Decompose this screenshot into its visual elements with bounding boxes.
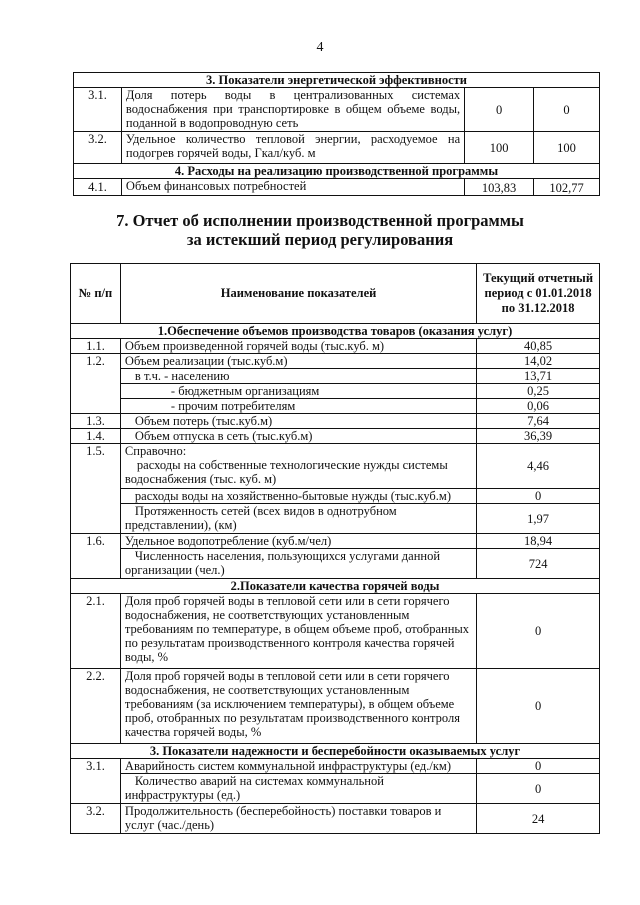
row-value: 0,25 <box>477 384 600 399</box>
row-name: - бюджетным организациям <box>120 384 476 399</box>
row-num: 2.2. <box>71 669 121 744</box>
row-name: Объем произведенной горячей воды (тыс.куб. м) <box>120 339 476 354</box>
row-value: 0 <box>477 489 600 504</box>
row-num: 1.4. <box>71 429 121 444</box>
row-name: Объем реализации (тыс.куб.м) <box>120 354 476 369</box>
row-name: Объем потерь (тыс.куб.м) <box>120 414 476 429</box>
row-value: 100 <box>465 132 534 164</box>
row-value: 0 <box>477 594 600 669</box>
report-title-line2: за истекший период регулирования <box>186 230 454 249</box>
row-name <box>120 444 476 489</box>
row-value: 1,97 <box>477 504 600 534</box>
row-name: - прочим потребителям <box>120 399 476 414</box>
section-2-title: 2.Показатели качества горячей воды <box>71 579 600 594</box>
report-title-line1: 7. Отчет об исполнении производственной программы <box>116 211 524 230</box>
row-num: 3.2. <box>74 132 122 164</box>
section-4-title: 4. Расходы на реализацию производственной программы <box>74 164 600 179</box>
row-name: Доля потерь воды в централизованных системах водоснабжения при транспортировке в общем объеме воды, поданной в водопроводную сеть <box>121 88 464 132</box>
row-name: Доля проб горячей воды в тепловой сети или в сети горячего водоснабжения, не соответствующих установленным требованиям (за исключением температуры), в общем объеме проб, отобранных по результатам производственного контроля качества горячей воды, % <box>120 669 476 744</box>
row-name: Доля проб горячей воды в тепловой сети или в сети горячего водоснабжения, не соответствующих установленным требованиям по температуре, в общем объеме проб, отобранных по результатам производственного контроля качества горячей воды, % <box>120 594 476 669</box>
row-value: 724 <box>477 549 600 579</box>
row-value: 0 <box>534 88 600 132</box>
row-name-text: расходы на собственные технологические нужды системы водоснабжения (тыс. куб. м) <box>124 458 448 486</box>
row-value: 0 <box>477 774 600 804</box>
row-num: 1.2. <box>71 354 121 414</box>
row-num: 1.1. <box>71 339 121 354</box>
row-name: Численность населения, пользующихся услугами данной организации (чел.) <box>120 549 476 579</box>
row-num: 2.1. <box>71 594 121 669</box>
top-table <box>73 72 600 196</box>
row-num: 3.1. <box>74 88 122 132</box>
header-num: № п/п <box>71 264 121 324</box>
reference-label: Справочно: <box>124 444 187 458</box>
row-value: 100 <box>534 132 600 164</box>
row-name: Объем отпуска в сеть (тыс.куб.м) <box>120 429 476 444</box>
section-1-title: 1.Обеспечение объемов производства товаров (оказания услуг) <box>71 324 600 339</box>
row-value: 0,06 <box>477 399 600 414</box>
row-num: 3.1. <box>71 759 121 804</box>
row-name: в т.ч. - населению <box>120 369 476 384</box>
row-name: Количество аварий на системах коммунальной инфраструктуры (ед.) <box>120 774 476 804</box>
row-name: Удельное количество тепловой энергии, расходуемое на подогрев горячей воды, Гкал/куб. м <box>121 132 464 164</box>
row-name: Объем финансовых потребностей <box>121 179 464 196</box>
row-value: 103,83 <box>465 179 534 196</box>
row-num: 1.5. <box>71 444 121 534</box>
report-title <box>0 211 640 249</box>
row-value: 0 <box>477 669 600 744</box>
row-value: 40,85 <box>477 339 600 354</box>
section-3-reliability-title: 3. Показатели надежности и бесперебойности оказываемых услуг <box>71 744 600 759</box>
row-num: 1.3. <box>71 414 121 429</box>
row-value: 0 <box>477 759 600 774</box>
report-table <box>70 263 600 834</box>
row-value: 36,39 <box>477 429 600 444</box>
row-name: Аварийность систем коммунальной инфраструктуры (ед./км) <box>120 759 476 774</box>
row-num: 3.2. <box>71 804 121 834</box>
row-name: расходы воды на хозяйственно-бытовые нужды (тыс.куб.м) <box>120 489 476 504</box>
row-value: 0 <box>465 88 534 132</box>
row-name: Продолжительность (бесперебойность) поставки товаров и услуг (час./день) <box>120 804 476 834</box>
row-value: 102,77 <box>534 179 600 196</box>
row-num: 1.6. <box>71 534 121 579</box>
row-value: 4,46 <box>477 444 600 489</box>
row-name: Протяженность сетей (всех видов в однотрубном представлении), (км) <box>120 504 476 534</box>
row-num: 4.1. <box>74 179 122 196</box>
section-3-title: 3. Показатели энергетической эффективности <box>74 73 600 88</box>
row-value: 14,02 <box>477 354 600 369</box>
header-name: Наименование показателей <box>120 264 476 324</box>
row-value: 24 <box>477 804 600 834</box>
row-value: 7,64 <box>477 414 600 429</box>
row-name: Удельное водопотребление (куб.м/чел) <box>120 534 476 549</box>
page-number: 4 <box>316 40 324 55</box>
row-value: 18,94 <box>477 534 600 549</box>
header-value: Текущий отчетный период с 01.01.2018 по 31.12.2018 <box>477 264 600 324</box>
row-value: 13,71 <box>477 369 600 384</box>
